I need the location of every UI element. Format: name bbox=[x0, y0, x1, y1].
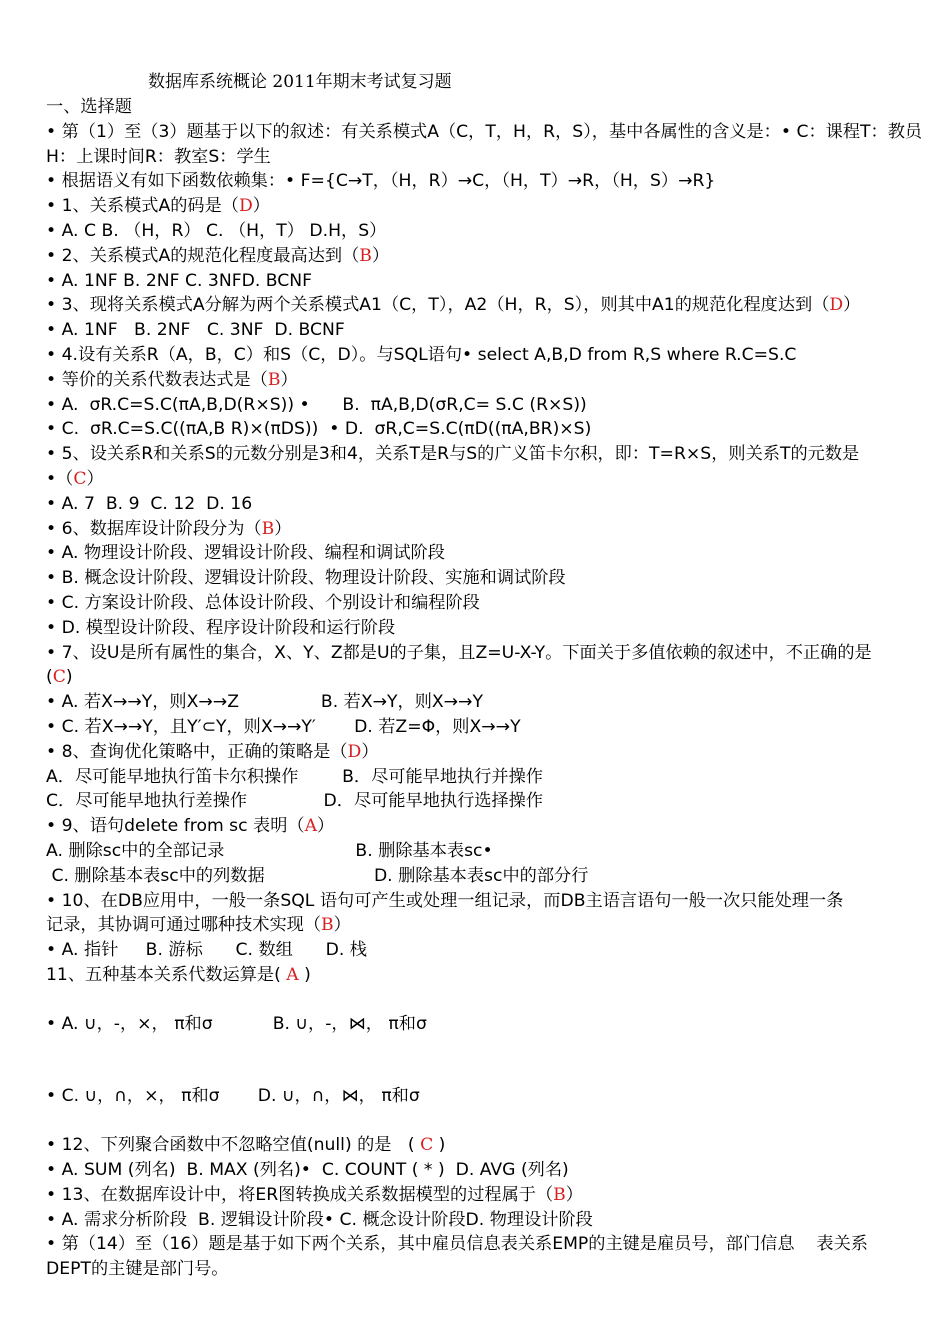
line-text: • A. 需求分析阶段 B. 逻辑设计阶段• C. 概念设计阶段D. 物理设计阶段 bbox=[46, 1209, 593, 1230]
text-line bbox=[46, 765, 921, 790]
text-line bbox=[46, 740, 921, 765]
line-text: 记录，其协调可通过哪种技术实现（ bbox=[46, 915, 322, 936]
text-line bbox=[46, 839, 921, 864]
line-text: •（ bbox=[46, 468, 74, 489]
text-line bbox=[46, 393, 921, 418]
answer-letter: A bbox=[304, 816, 318, 837]
text-line bbox=[46, 244, 921, 269]
line-suffix: ) bbox=[433, 1135, 446, 1156]
text-line bbox=[46, 1208, 921, 1233]
text-line bbox=[46, 616, 921, 641]
text-line bbox=[46, 715, 921, 740]
line-suffix: ） bbox=[274, 518, 292, 539]
line-text: • 第（1）至（3）题基于以下的叙述：有关系模式A（C，T，H，R，S），基中各属性的含义是：• C：课程T：教员 bbox=[46, 121, 923, 142]
text-line bbox=[46, 814, 921, 839]
answer-letter: B bbox=[267, 369, 281, 390]
line-text: • 12、下列聚合函数中不忽略空值(null) 的是 ( bbox=[46, 1135, 421, 1156]
question-list bbox=[46, 95, 921, 1282]
text-line bbox=[46, 789, 921, 814]
line-text: • C. σR.C=S.C((πA,B R)×(πDS)) • D. σR,C=S.C(πD((πA,BR)×S) bbox=[46, 419, 592, 440]
line-text: • A. 7 B. 9 C. 12 D. 16 bbox=[46, 493, 253, 514]
answer-letter: D bbox=[829, 295, 844, 316]
text-line bbox=[46, 889, 921, 914]
text-line bbox=[46, 442, 921, 467]
page-title: 数据库系统概论 2011年期末考试复习题 bbox=[148, 72, 452, 92]
line-text: • A. 1NF B. 2NF C. 3NF D. BCNF bbox=[46, 320, 345, 341]
line-text: C．尽可能早地执行差操作 D．尽可能早地执行选择操作 bbox=[46, 791, 544, 812]
text-line bbox=[46, 417, 921, 442]
answer-letter: B bbox=[359, 245, 372, 266]
answer-letter: A bbox=[286, 964, 299, 985]
line-suffix: ） bbox=[252, 196, 270, 217]
line-text: • 根据语义有如下函数依赖集：• F={C→T，（H，R）→C，（H，T）→R，（H，S）→R} bbox=[46, 171, 716, 192]
line-text: • 等价的关系代数表达式是（ bbox=[46, 369, 268, 390]
line-text: • 1、关系模式A的码是（ bbox=[46, 196, 239, 217]
line-text: • A. ∪，-，×， π和σ B. ∪，-，⋈， π和σ bbox=[46, 1013, 427, 1034]
line-text: • 6、数据库设计阶段分为（ bbox=[46, 518, 262, 539]
blank-line bbox=[46, 1036, 921, 1060]
blank-line bbox=[46, 1060, 921, 1084]
text-line bbox=[46, 293, 921, 318]
line-text: • A. 若X→→Y，则X→→Z B. 若X→Y，则X→→Y bbox=[46, 692, 483, 713]
line-suffix: ） bbox=[280, 369, 298, 390]
answer-letter: B bbox=[553, 1184, 566, 1205]
line-text: • B. 概念设计阶段、逻辑设计阶段、物理设计阶段、实施和调试阶段 bbox=[46, 568, 566, 589]
line-text: ( bbox=[46, 667, 53, 688]
line-text: • C. ∪，∩，×， π和σ D. ∪，∩，⋈， π和σ bbox=[46, 1086, 420, 1107]
text-line bbox=[46, 1012, 921, 1037]
blank-line bbox=[46, 988, 921, 1012]
text-line bbox=[46, 1158, 921, 1183]
line-text: • 第（14）至（16）题是基于如下两个关系，其中雇员信息表关系EMP的主键是雇员号，部门信息 表关系 bbox=[46, 1234, 868, 1255]
line-text: 11、五种基本关系代数运算是( bbox=[46, 964, 287, 985]
text-line bbox=[46, 120, 921, 145]
line-suffix: ） bbox=[317, 816, 335, 837]
text-line bbox=[46, 219, 921, 244]
text-line bbox=[46, 194, 921, 219]
line-text: C. 删除基本表sc中的列数据 D. 删除基本表sc中的部分行 bbox=[46, 865, 589, 886]
text-line bbox=[46, 641, 921, 666]
text-line bbox=[46, 343, 921, 368]
text-line bbox=[46, 269, 921, 294]
text-line bbox=[46, 963, 921, 988]
line-text: • A. C B. （H，R） C. （H，T） D.H，S） bbox=[46, 220, 387, 241]
line-text: • A. SUM (列名) B. MAX (列名)• C. COUNT ( * ) D. AVG (列名) bbox=[46, 1160, 569, 1181]
text-line bbox=[46, 541, 921, 566]
line-text: • 7、设U是所有属性的集合，X、Y、Z都是U的子集，且Z=U-X-Y。下面关于多值依赖的叙述中，不正确的是 bbox=[46, 642, 872, 663]
line-text: • 2、关系模式A的规范化程度最高达到（ bbox=[46, 245, 360, 266]
line-text: A. 删除sc中的全部记录 B. 删除基本表sc• bbox=[46, 840, 493, 861]
text-line bbox=[46, 145, 921, 170]
line-text: • D. 模型设计阶段、程序设计阶段和运行阶段 bbox=[46, 617, 396, 638]
text-line bbox=[46, 690, 921, 715]
line-text: • C. 若X→→Y，且Y′⊂Y，则X→→Y′ D. 若Z=Φ，则X→→Y bbox=[46, 716, 521, 737]
line-suffix: ） bbox=[843, 295, 861, 316]
line-suffix: ） bbox=[86, 468, 104, 489]
answer-letter: C bbox=[52, 667, 66, 688]
text-line bbox=[46, 913, 921, 938]
answer-letter: D bbox=[238, 196, 253, 217]
text-line bbox=[46, 169, 921, 194]
line-text: • 9、语句delete from sc 表明（ bbox=[46, 816, 305, 837]
text-line bbox=[46, 566, 921, 591]
line-text: • C. 方案设计阶段、总体设计阶段、个别设计和编程阶段 bbox=[46, 592, 480, 613]
text-line bbox=[46, 665, 921, 690]
line-text: • 5、设关系R和关系S的元数分别是3和4，关系T是R与S的广义笛卡尔积，即：T=R×S，则关系T的元数是 bbox=[46, 444, 860, 465]
line-suffix: ) bbox=[65, 667, 73, 688]
text-line bbox=[46, 1257, 921, 1282]
answer-letter: C bbox=[420, 1135, 434, 1156]
text-line bbox=[46, 517, 921, 542]
line-text: H：上课时间R：教室S：学生 bbox=[46, 146, 271, 167]
line-text: • A. 物理设计阶段、逻辑设计阶段、编程和调试阶段 bbox=[46, 543, 445, 564]
text-line bbox=[46, 1183, 921, 1208]
text-line bbox=[46, 1084, 921, 1109]
line-text: DEPT的主键是部门号。 bbox=[46, 1259, 229, 1280]
line-text: A．尽可能早地执行笛卡尔积操作 B．尽可能早地执行并操作 bbox=[46, 766, 543, 787]
answer-letter: B bbox=[261, 518, 275, 539]
line-text: • 10、在DB应用中，一般一条SQL 语句可产生或处理一组记录，而DB主语言语句一般一次只能处理一条 bbox=[46, 890, 844, 911]
text-line bbox=[46, 938, 921, 963]
answer-letter: B bbox=[321, 915, 334, 936]
line-text: • 3、现将关系模式A分解为两个关系模式A1（C，T），A2（H，R，S），则其中A1的规范化程度达到（ bbox=[46, 295, 830, 316]
text-line bbox=[46, 95, 921, 120]
text-line bbox=[46, 467, 921, 492]
text-line bbox=[46, 368, 921, 393]
line-text: • A. 1NF B. 2NF C. 3NFD. BCNF bbox=[46, 270, 312, 291]
line-text: • 4.设有关系R（A，B，C）和S（C，D）。与SQL语句• select A,B,D from R,S where R.C=S.C bbox=[46, 344, 797, 365]
line-suffix: ） bbox=[565, 1184, 583, 1205]
text-line bbox=[46, 318, 921, 343]
text-line bbox=[46, 1232, 921, 1257]
line-suffix: ) bbox=[298, 964, 311, 985]
text-line bbox=[46, 591, 921, 616]
blank-line bbox=[46, 1109, 921, 1133]
line-suffix: ） bbox=[371, 245, 390, 266]
text-line bbox=[46, 864, 921, 889]
line-suffix: ） bbox=[333, 915, 351, 936]
line-text: • 8、查询优化策略中，正确的策略是（ bbox=[46, 741, 348, 762]
line-suffix: ） bbox=[361, 741, 379, 762]
answer-letter: D bbox=[347, 741, 362, 762]
line-text: 一、选择题 bbox=[46, 97, 132, 117]
answer-letter: C bbox=[73, 468, 87, 489]
text-line bbox=[46, 1133, 921, 1158]
line-text: • A. 指针 B. 游标 C. 数组 D. 栈 bbox=[46, 940, 367, 961]
line-text: • A. σR.C=S.C(πA,B,D(R×S)) • B. πA,B,D(σR,C= S.C (R×S)) bbox=[46, 394, 587, 415]
text-line bbox=[46, 492, 921, 517]
line-text: • 13、在数据库设计中，将ER图转换成关系数据模型的过程属于（ bbox=[46, 1184, 554, 1205]
